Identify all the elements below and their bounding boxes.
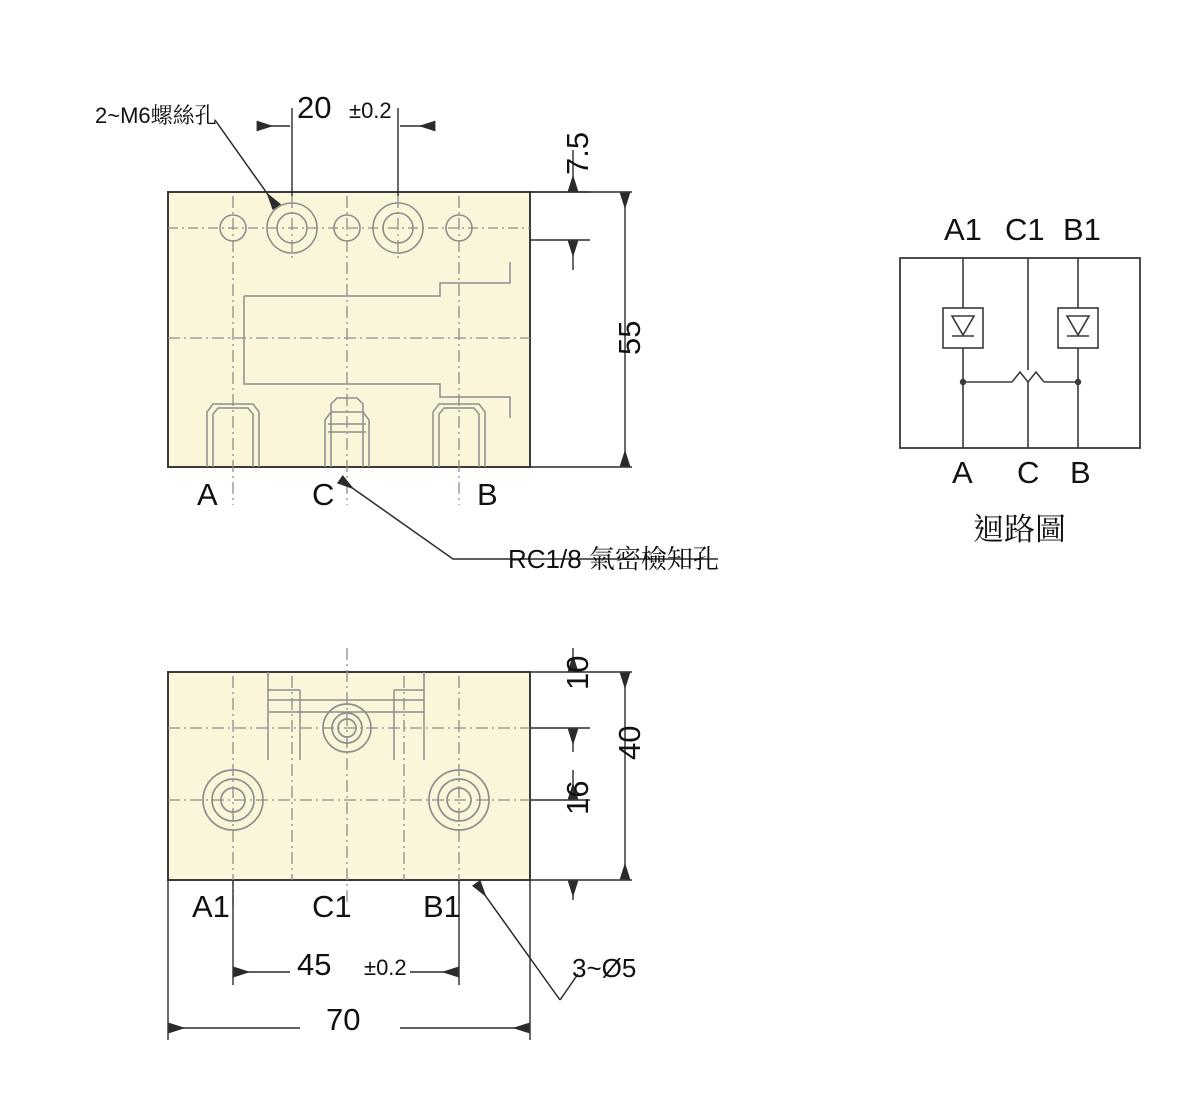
top-view-group (168, 192, 530, 505)
note-leak-test-port: RC1/8 氣密檢知孔 (508, 544, 719, 574)
dim-20-value: 20 (297, 90, 332, 125)
note-through-holes: 3~Ø5 (572, 953, 637, 983)
dim-20-tolerance: ±0.2 (349, 98, 392, 123)
port-label-c: C (312, 477, 335, 512)
dim-45-value: 45 (297, 947, 332, 982)
dim-55-value: 55 (612, 320, 647, 355)
port-label-a1: A1 (192, 889, 230, 924)
circuit-label-c: C (1017, 455, 1040, 490)
dim-16-value: 16 (560, 780, 595, 815)
bottom-view-group (168, 648, 632, 1040)
dim-10-value: 10 (560, 655, 595, 690)
port-label-b1: B1 (423, 889, 461, 924)
note-screw-holes: 2~M6螺絲孔 (95, 103, 217, 128)
dim-40-value: 40 (612, 725, 647, 760)
top-view-body (168, 192, 530, 467)
circuit-label-a: A (952, 455, 973, 490)
leader-through-holes (477, 884, 578, 1000)
port-label-c1: C1 (312, 889, 352, 924)
circuit-label-a1: A1 (944, 212, 982, 247)
circuit-caption: 迴路圖 (973, 512, 1066, 547)
dim-20 (258, 108, 434, 196)
port-label-b: B (477, 477, 498, 512)
dim-70-value: 70 (326, 1002, 361, 1037)
circuit-lines (943, 258, 1098, 448)
circuit-label-b1: B1 (1063, 212, 1101, 247)
dim-40 (590, 672, 632, 880)
port-label-a: A (197, 477, 218, 512)
circuit-label-b: B (1070, 455, 1091, 490)
circuit-label-c1: C1 (1005, 212, 1045, 247)
dim-45-tolerance: ±0.2 (364, 955, 407, 980)
circuit-frame (900, 258, 1140, 448)
circuit-diagram-group (900, 258, 1140, 448)
dim-7-5-value: 7.5 (560, 131, 595, 175)
